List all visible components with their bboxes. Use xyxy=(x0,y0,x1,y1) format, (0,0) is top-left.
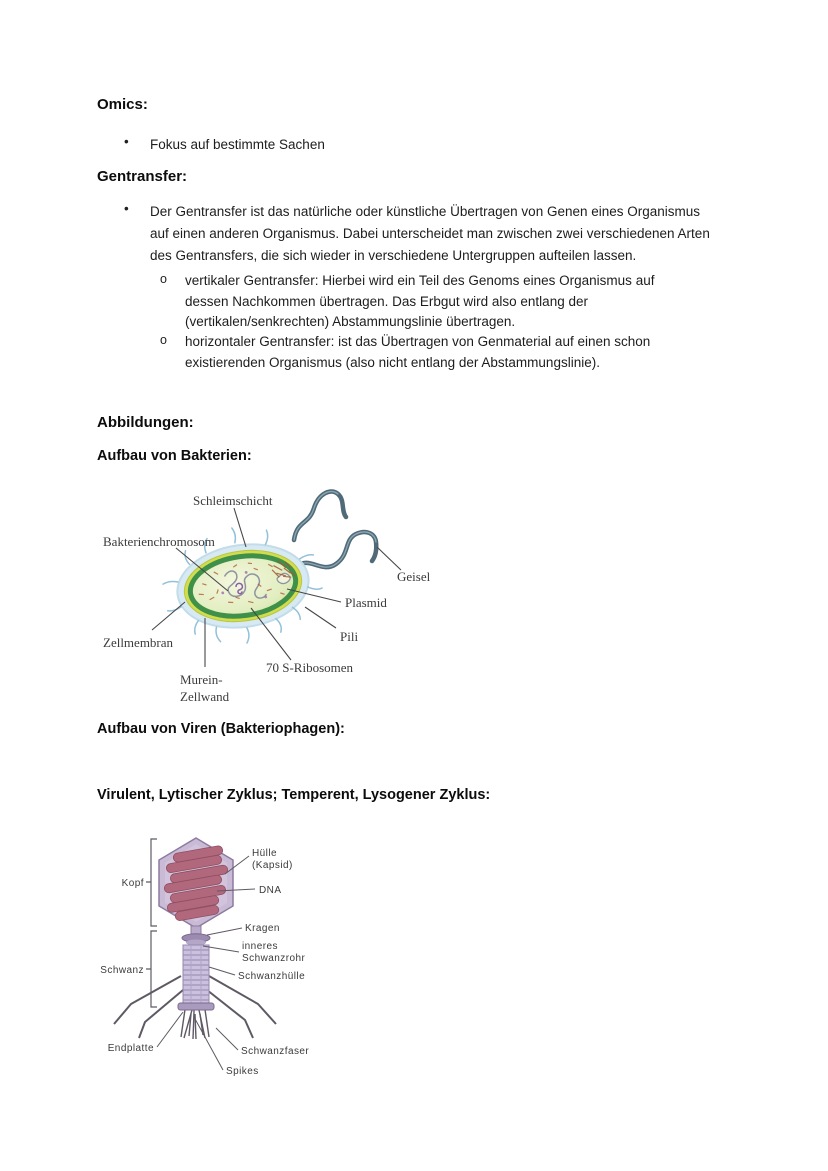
omics-bullet-item xyxy=(124,134,325,156)
zellmembran-label: Zellmembran xyxy=(103,635,174,650)
kopf-bracket xyxy=(146,839,157,926)
gentransfer-heading: Gentransfer: xyxy=(97,168,188,185)
schwanzfaser-label: Schwanzfaser xyxy=(241,1046,310,1057)
spikes-shape xyxy=(189,1014,203,1039)
murein-label-line2: Zellwand xyxy=(180,689,230,704)
ribosomen-label: 70 S-Ribosomen xyxy=(266,660,354,675)
tail-sheath xyxy=(183,945,209,1003)
paragraph-line: dessen Nachkommen übertragen. Das Erbgut wird also entlang der xyxy=(185,293,588,309)
paragraph-line: des Gentransfers, die sich wieder in verschiedene Untergruppen aufteilen lassen. xyxy=(150,248,637,263)
dna-label: DNA xyxy=(259,885,282,896)
kopf-label: Kopf xyxy=(121,878,144,889)
kapsid-label-line2: (Kapsid) xyxy=(252,860,293,871)
omics-bullet-text: Fokus auf bestimmte Sachen xyxy=(150,137,325,152)
pili-label: Pili xyxy=(340,629,359,644)
schwanzrohr-label-line2: Schwanzrohr xyxy=(242,953,306,964)
geisel-label: Geisel xyxy=(397,569,431,584)
spikes-label: Spikes xyxy=(226,1066,259,1077)
schwanz-label: Schwanz xyxy=(100,965,144,976)
omics-heading: Omics: xyxy=(97,96,148,113)
abbildungen-heading: Abbildungen: xyxy=(97,414,194,431)
aufbau-bakterien-heading: Aufbau von Bakterien: xyxy=(97,448,252,464)
paragraph-line: existierenden Organismus (also nicht entlang der Abstammungslinie). xyxy=(185,354,600,370)
bullet-icon: • xyxy=(124,134,129,149)
paragraph-line: vertikaler Gentransfer: Hierbei wird ein Teil des Genoms eines Organismus auf xyxy=(185,273,655,288)
paragraph-line: (vertikalen/senkrechten) Abstammungslinie übertragen. xyxy=(185,314,516,329)
phage-diagram xyxy=(95,832,395,1092)
bullet-icon: • xyxy=(124,201,129,216)
schleimschicht-label: Schleimschicht xyxy=(193,493,273,508)
sub-bullet-vertikal xyxy=(160,271,654,333)
base-plate xyxy=(178,1003,214,1010)
paragraph-line: Der Gentransfer ist das natürliche oder künstliche Übertragen von Genen eines Organismus xyxy=(150,204,701,219)
sub-bullet-horizontal xyxy=(160,332,650,373)
schwanzhuelle-label: Schwanzhülle xyxy=(238,971,306,982)
endplatte-label: Endplatte xyxy=(107,1043,154,1054)
murein-label-line1: Murein- xyxy=(180,672,223,687)
sub-bullet-icon: o xyxy=(160,272,167,286)
bacteria-diagram xyxy=(88,478,450,710)
kragen-label: Kragen xyxy=(245,923,280,934)
aufbau-viren-heading: Aufbau von Viren (Bakteriophagen): xyxy=(97,721,345,737)
dna-coils xyxy=(164,845,229,921)
schwanzrohr-label-line1: inneres xyxy=(242,941,278,952)
zyklus-heading: Virulent, Lytischer Zyklus; Temperent, Lysogener Zyklus: xyxy=(97,787,491,803)
kapsid-label-line1: Hülle xyxy=(252,848,278,859)
plasmid-label: Plasmid xyxy=(345,595,387,610)
bakterienchromosom-label: Bakterienchromosom xyxy=(103,534,215,549)
paragraph-line: auf einen anderen Organismus. Dabei unterscheidet man zwischen zwei verschiedenen Arten xyxy=(150,226,710,241)
paragraph-line: horizontaler Gentransfer: ist das Übertragen von Genmaterial auf einen schon xyxy=(185,334,651,349)
sub-bullet-icon: o xyxy=(160,333,167,347)
gentransfer-bullet-item xyxy=(124,201,710,267)
